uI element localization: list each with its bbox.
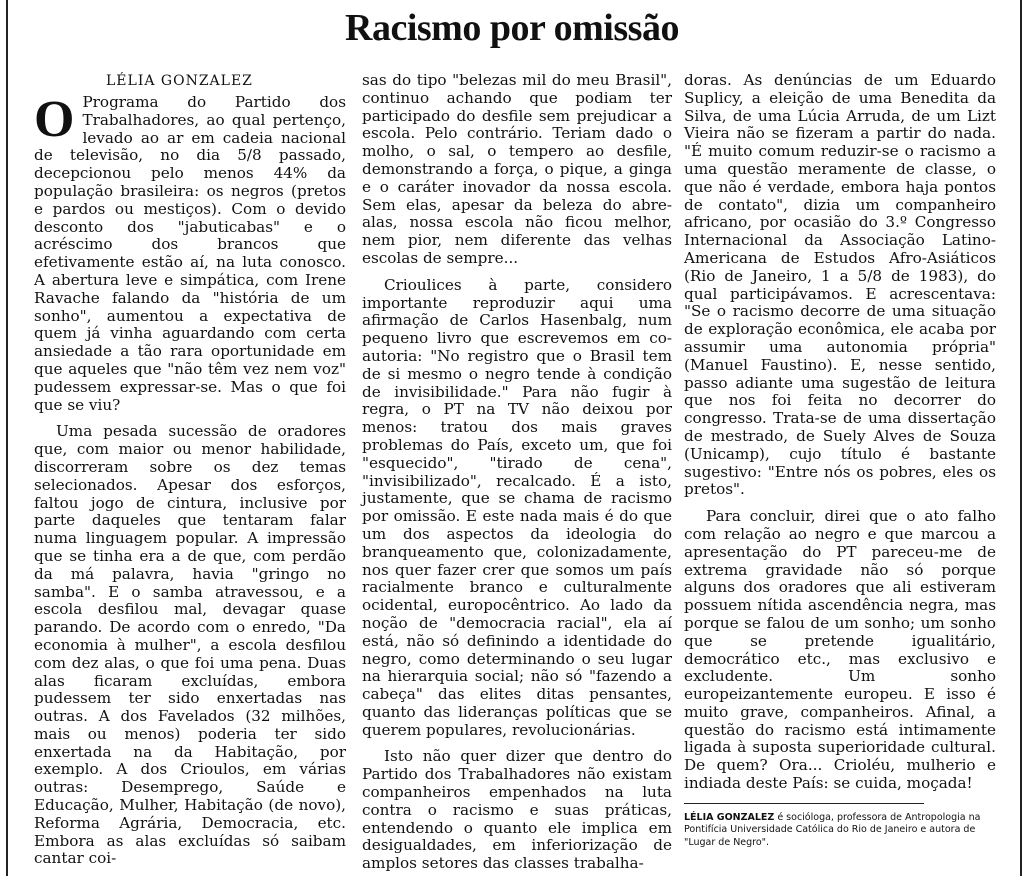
paragraph: sas do tipo "belezas mil do meu Brasil", continuo achando que podiam ter participado do desfile sem prejudicar a escola. Pelo contrário. Teriam dado o molho, o sal, o tempero ao desfile, demonstrando a força, o pique, a ginga e o caráter inovador da nossa escola. Sem elas, apesar da beleza do abre-alas, nossa escola não ficou melhor, nem pior, nem diferente das velhas escolas de sempre... bbox=[362, 71, 672, 267]
column-3 bbox=[684, 72, 996, 849]
paragraph: Isto não quer dizer que dentro do Partido dos Trabalhadores não existam companheiros empenhados na luta contra o racismo e suas práticas, entendendo o quanto ele implica em desigualdades, em inferiorização de amplos setores das classes trabalha- bbox=[362, 747, 672, 873]
author-bio-text: é socióloga, professora de Antropologia na Pontifícia Universidade Católica do Rio de Janeiro e autora de "Lugar de Negro". bbox=[684, 811, 981, 848]
article-title: Racismo por omissão bbox=[345, 7, 679, 49]
paragraph bbox=[34, 91, 346, 414]
author-bio-name: LÉLIA GONZALEZ bbox=[684, 811, 775, 823]
drop-cap: O bbox=[34, 91, 75, 148]
column-2 bbox=[362, 72, 672, 873]
author-bio bbox=[684, 812, 996, 850]
paragraph: Para concluir, direi que o ato falho com relação ao negro e que marcou a apresentação do PT pareceu-me de extrema gravidade não só porque alguns dos oradores que ali estiveram possuem nítida ascendência negra, mas porque se falou de um sonho; um sonho que se pretende igualitário, democrático etc., mas exclusivo e excludente. Um sonho europeizantemente europeu. E isso é muito grave, companheiros. Afinal, a questão do racismo está intimamente ligada à suposta superioridade cultural. De quem? Ora... Crioléu, mulherio e indiada deste País: se cuida, moçada! bbox=[684, 507, 996, 793]
paragraph: doras. As denúncias de um Eduardo Suplicy, a eleição de uma Benedita da Silva, de uma Lúcia Arruda, de um Lizt Vieira não se fizeram a partir do nada. "É muito comum reduzir-se o racismo a uma questão meramente de classe, o que não é verdade, embora haja pontos de contato", dizia um companheiro africano, por ocasião do 3.º Congresso Internacional da Associação Latino-Americana de Estudos Afro-Asiáticos (Rio de Janeiro, 1 a 5/8 de 1983), do qual participávamos. E acrescentava: "Se o racismo decorre de uma situação de exploração econômica, ele acaba por assumir uma autonomia própria" (Manuel Faustino). E, nesse sentido, passo adiante uma sugestão de leitura que nos foi feita no decorrer do congresso. Trata-se de uma dissertação de mestrado, de Suely Alves de Souza (Unicamp), cujo título é bastante sugestivo: "Entre nós os pobres, eles os pretos". bbox=[684, 71, 996, 499]
paragraph-text: Programa do Partido dos Trabalhadores, ao qual pertenço, levado ao ar em cadeia nacional de televisão, no dia 5/8 passado, decepcionou pelo menos 44% da população brasileira: os negros (pretos e pardos ou mestiços). Com o devido desconto dos "jabuticabas" e o acréscimo dos brancos que efetivamente estão aí, na luta conosco. A abertura leve e simpática, com Irene Ravache falando da "história de um sonho", aumentou a expectativa de quem já vinha aguardando com certa ansiedade a tão rara oportunidade em que aqueles que "não têm vez nem voz" pudessem expressar-se. Mas o que foi que se viu? bbox=[34, 93, 346, 414]
column-1 bbox=[34, 72, 346, 868]
paragraph: Crioulices à parte, considero importante reproduzir aqui uma afirmação de Carlos Hasenbalg, num pequeno livro que escrevemos em co-autoria: "No registro que o Brasil tem de si mesmo o negro tende à condição de invisibilidade." Para não fugir à regra, o PT na TV não deixou por menos: tratou dos mais graves problemas do País, exceto um, que foi "esquecido", "tirado de cena", "invisibilizado", recalcado. É a isto, justamente, que se chama de racismo por omissão. E este nada mais é do que um dos aspectos da ideologia do branqueamento que, colonizadamente, nos quer fazer crer que somos um país racialmente branco e culturalmente ocidental, europocêntrico. Ao lado da noção de "democracia racial", ela aí está, não só definindo a identidade do negro, como determinando o seu lugar na hierarquia social; não só "fazendo a cabeça" das elites ditas pensantes, quanto das lideranças políticas que se querem populares, revolucionárias. bbox=[362, 275, 672, 739]
byline: LÉLIA GONZALEZ bbox=[106, 73, 253, 89]
paragraph: Uma pesada sucessão de oradores que, com maior ou menor habilidade, discorreram sobre os dez temas selecionados. Apesar dos esforços, faltou jogo de cintura, inclusive por parte daqueles que tentaram falar numa linguagem popular. A impressão que se tinha era a de que, com perdão da má palavra, havia "gringo no samba". E o samba atravessou, e a escola desfilou mal, devagar quase parando. De acordo com o enredo, "Da economia à mulher", a escola desfilou com dez alas, o que foi uma pena. Duas alas ficaram excluídas, embora pudessem ter sido enxertadas nas outras. A dos Favelados (32 milhões, mais ou menos) poderia ter sido enxertada na da Habitação, por exemplo. A dos Crioulos, em várias outras: Desemprego, Saúde e Educação, Mulher, Habitação (de novo), Reforma Agrária, Democracia, etc. Embora as alas excluídas só saibam cantar coi- bbox=[34, 422, 346, 868]
divider bbox=[684, 803, 924, 804]
